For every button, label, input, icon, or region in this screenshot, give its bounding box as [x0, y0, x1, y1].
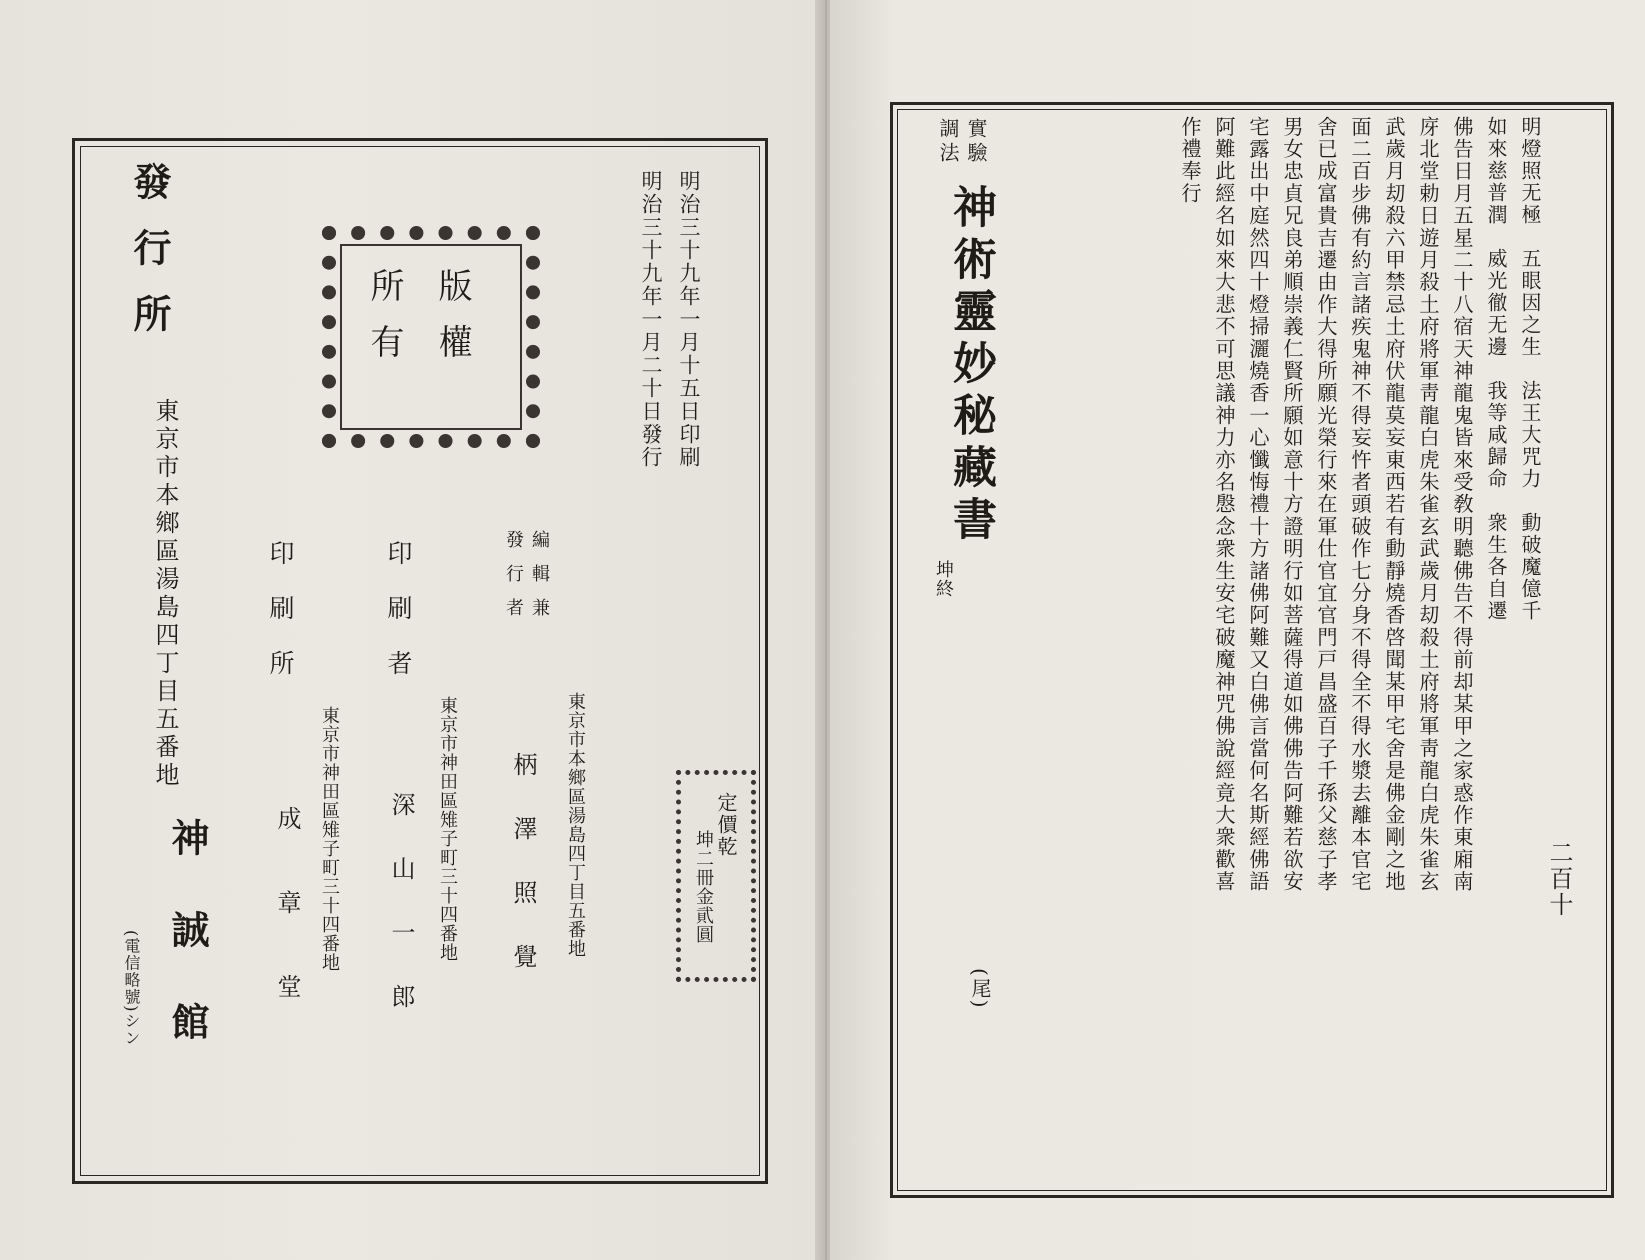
title-prefix-2: 調法	[936, 118, 960, 166]
publisher-address: 東京市本鄉區湯島四丁目五番地	[151, 398, 179, 790]
editor-role1: 編輯兼	[529, 530, 550, 632]
printshop-name: 成章堂	[273, 806, 301, 1058]
copyright-line1: 版權	[432, 268, 472, 380]
column-5: 武歲月刧殺六甲禁忌土府伏龍莫妄東西若有動靜燒香啓聞某甲宅舍是佛金剛之地	[1382, 116, 1406, 893]
column-1: 明燈照无極 五眼因之生 法王大咒力 動破魔億千	[1518, 116, 1542, 622]
printer-role: 印刷者	[384, 540, 413, 705]
book-title: 神術靈妙秘藏書	[945, 184, 996, 548]
printer-address: 東京市神田區雉子町三十四番地	[437, 696, 458, 962]
printer-name: 深山一郎	[387, 792, 415, 1048]
printshop-address: 東京市神田區雉子町三十四番地	[319, 706, 340, 972]
price-line2: 坤二冊金貮圓	[693, 830, 714, 944]
volume-mark: 坤終	[933, 560, 954, 598]
right-page	[830, 0, 1645, 1260]
telegram-code: (電信略號)シン	[122, 930, 141, 1047]
column-3: 佛告日月五星二十八宿天神龍鬼皆來受敎明聽佛告不得前却某甲之家惑作東廂南	[1450, 116, 1474, 893]
editor-role2: 發行者	[503, 530, 524, 632]
printshop-role: 印刷所	[266, 540, 295, 705]
column-11: 作禮奉行	[1178, 116, 1202, 205]
column-6: 面二百步佛有約言諸疾鬼神不得妄忤者頭破作七分身不得全不得水漿去離本官宅	[1348, 116, 1372, 893]
copyright-line2: 所有	[364, 268, 404, 380]
left-page	[0, 0, 822, 1260]
column-4: 庌北堂勅日遊月殺土府將軍靑龍白虎朱雀玄武歲月刧殺土府將軍靑龍白虎朱雀玄	[1416, 116, 1440, 893]
column-10: 阿難此經名如來大悲不可思議神力亦名慇念衆生安宅破魔神咒佛說經竟大衆歡喜	[1212, 116, 1236, 893]
publisher-role: 發行所	[127, 162, 172, 360]
price-line1: 定價乾	[714, 792, 738, 858]
title-prefix-1: 實驗	[964, 118, 988, 166]
publish-date: 明治三十九年一月二十日發行	[639, 170, 663, 469]
column-2: 如來慈普潤 威光徹无邊 我等咸歸命 衆生各自遷	[1484, 116, 1508, 622]
editor-address: 東京市本鄉區湯島四丁目五番地	[565, 692, 586, 958]
page-number: 二百十	[1545, 840, 1573, 918]
column-9: 宅露出中庭然四十燈掃灑燒香一心懺悔禮十方諸佛阿難又白佛言當何名斯經佛語	[1246, 116, 1270, 893]
column-7: 舍已成富貴吉遷由作大得所願光榮行來在軍仕官宜官門戸昌盛百子千孫父慈子孝	[1314, 116, 1338, 893]
column-8: 男女忠貞兄良弟順崇義仁賢所願如意十方證明行如菩薩得道如佛佛告阿難若欲安	[1280, 116, 1304, 893]
end-mark: (尾)	[968, 968, 992, 1010]
editor-name: 柄澤照覺	[509, 752, 537, 1008]
publisher-name: 神誠館	[165, 818, 210, 1094]
print-date: 明治三十九年一月十五日印刷	[677, 170, 701, 469]
